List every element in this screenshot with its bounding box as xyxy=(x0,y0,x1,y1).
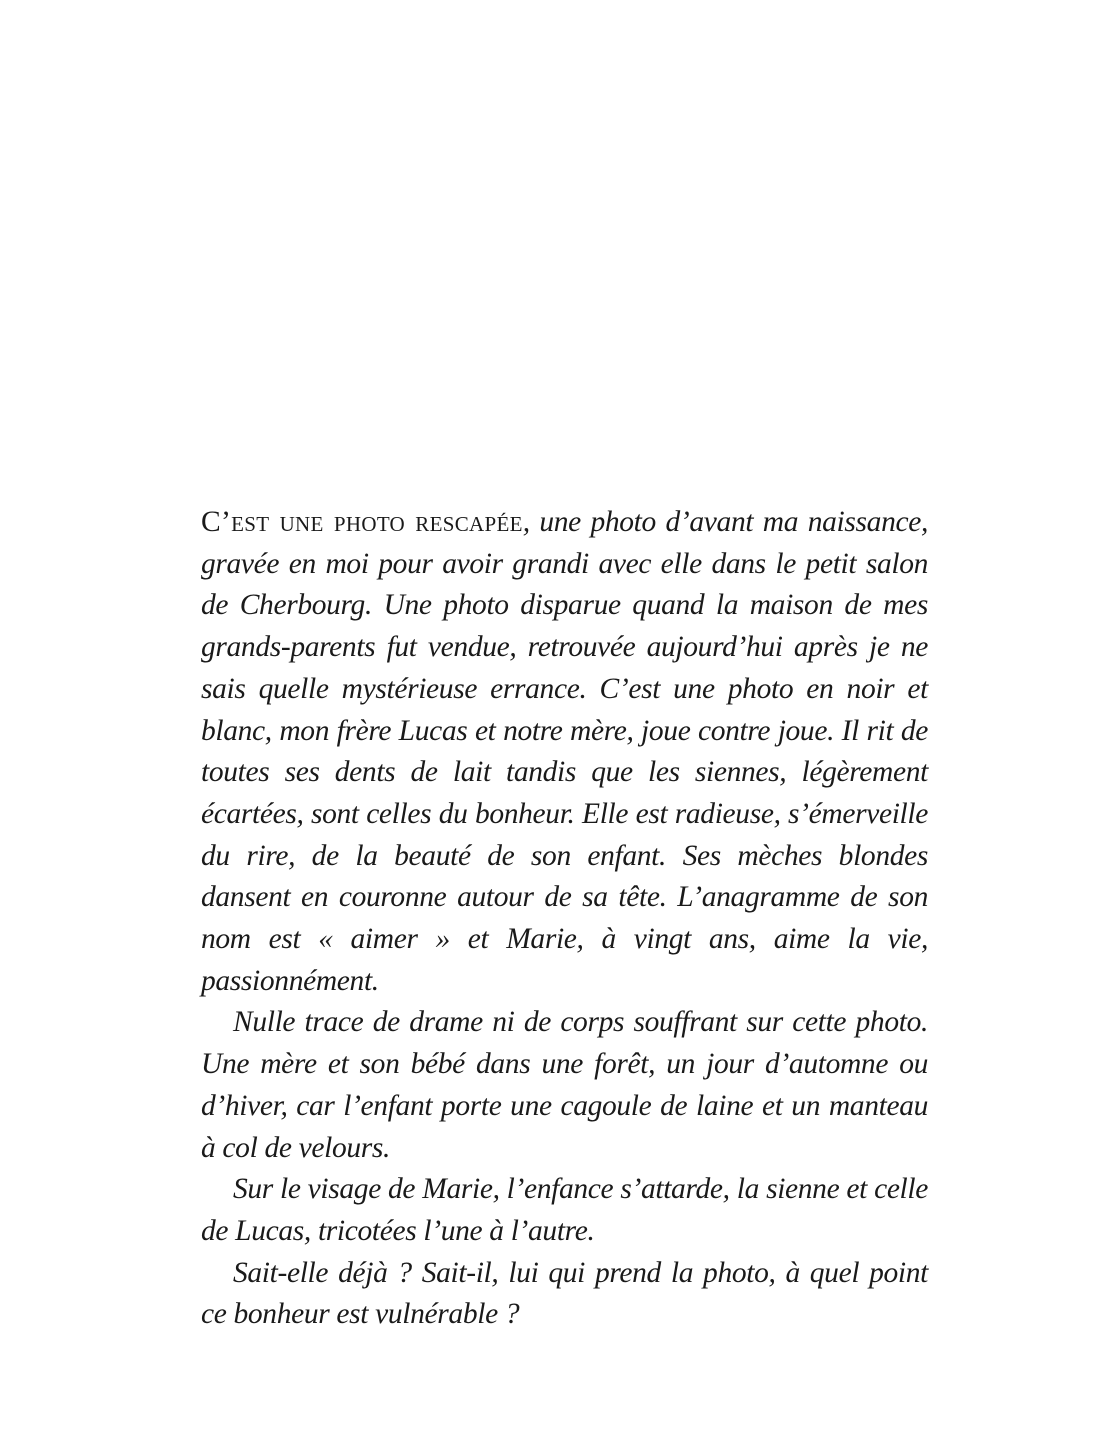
paragraph-4: Sait-elle déjà ? Sait-il, lui qui prend la photo, à quel point ce bonheur est vulnérable ? xyxy=(201,1256,928,1331)
body-text xyxy=(201,502,928,1336)
paragraph-1-text: , une photo d’avant ma naissance, gravée en moi pour avoir grandi avec elle dans le petit salon de Cherbourg. Une photo disparue quand la maison de mes grands-parents fut vendue, retrouvée aujourd’hui après je ne sais quelle mystérieuse errance. C’est une photo en noir et blanc, mon frère Lucas et notre mère, joue contre joue. Il rit de toutes ses dents de lait tandis que les siennes, légèrement écartées, sont celles du bonheur. Elle est radieuse, s’émerveille du rire, de la beauté de son enfant. Ses mèches blondes dansent en couronne autour de sa tête. L’anagramme de son nom est « aimer » et Marie, à vingt ans, aime la vie, passionnément. xyxy=(201,506,928,997)
paragraph-3: Sur le visage de Marie, l’enfance s’attarde, la sienne et celle de Lucas, tricotées l’une à l’autre. xyxy=(201,1173,928,1247)
paragraph-1 xyxy=(201,502,928,1002)
opening-smallcaps: C’est une photo rescapée xyxy=(201,506,523,538)
paragraph-2: Nulle trace de drame ni de corps souffrant sur cette photo. Une mère et son bébé dans une forêt, un jour d’automne ou d’hiver, car l’enfant porte une cagoule de laine et un manteau à col de velours. xyxy=(201,1006,928,1164)
